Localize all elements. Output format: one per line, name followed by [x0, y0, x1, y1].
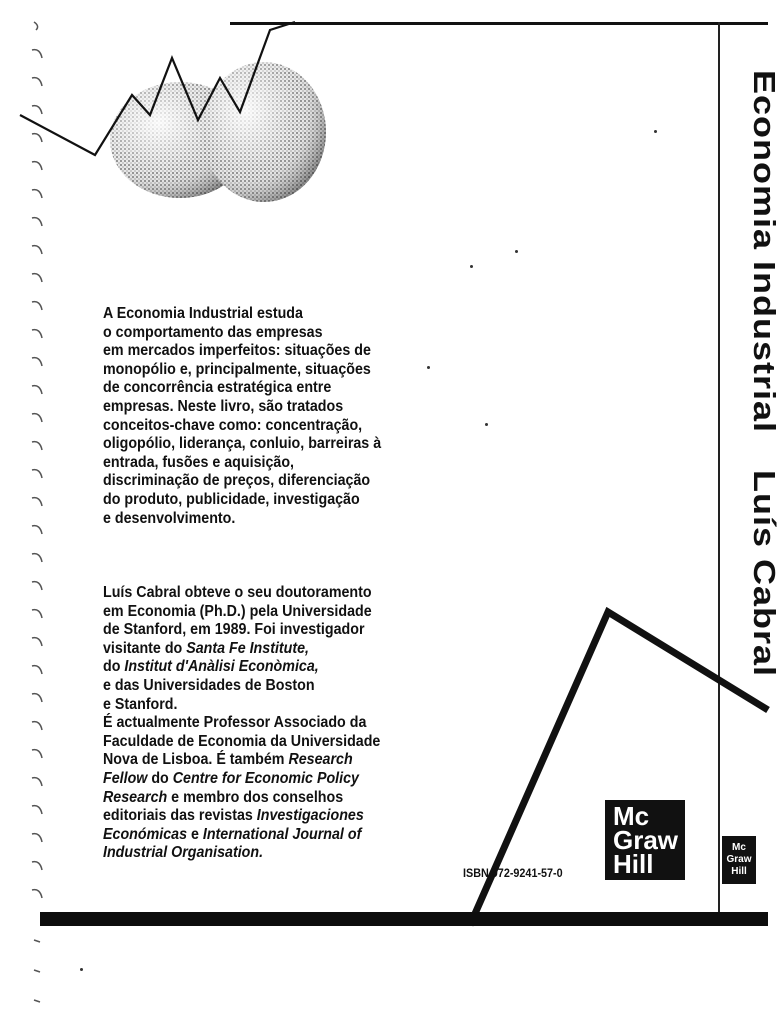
- speck: [470, 265, 473, 268]
- author-bio: Luís Cabral obteve o seu doutoramento em Economia (Ph.D.) pela Universidade de Stanford, em 1989. Foi investigador visitante do Santa Fe Institute, do Institut d'Anàlisi Econòmica, e das Universidades de Boston e Stanford. É actualmente Professor Associado da Faculdade de Economia da Universidade Nova de Lisboa. É também Research Fellow do Centre for Economic Policy Research e membro dos conselhos editoriais das revistas Investigaciones Económicas e International Journal of Industrial Organisation.: [103, 584, 381, 862]
- speck: [80, 968, 83, 971]
- speck: [515, 250, 518, 253]
- mcgraw-hill-logo: Mc Graw Hill: [605, 800, 685, 880]
- spine-title: Economia Industrial: [747, 70, 782, 434]
- diagonal-line-graphic: [460, 600, 768, 930]
- speck: [485, 423, 488, 426]
- spine-publisher-logo: Mc Graw Hill: [722, 836, 756, 884]
- book-description: A Economia Industrial estuda o comportamento das empresas em mercados imperfeitos: situações de monopólio e, principalmente, situações de concorrência estratégica entre empresas. Neste livro, são tratados conceitos-chave como: concentração, oligopólio, liderança, conluio, barreiras à entrada, fusões e aquisição, discriminação de preços, diferenciação do produto, publicidade, investigação e desenvolvimento.: [103, 305, 382, 527]
- bottom-rule: [40, 912, 768, 926]
- speck: [427, 366, 430, 369]
- cover-graphic: [20, 20, 340, 210]
- speck: [654, 130, 657, 133]
- spine-author: Luís Cabral: [747, 470, 782, 678]
- isbn-number: ISBN 972-9241-57-0: [463, 866, 563, 880]
